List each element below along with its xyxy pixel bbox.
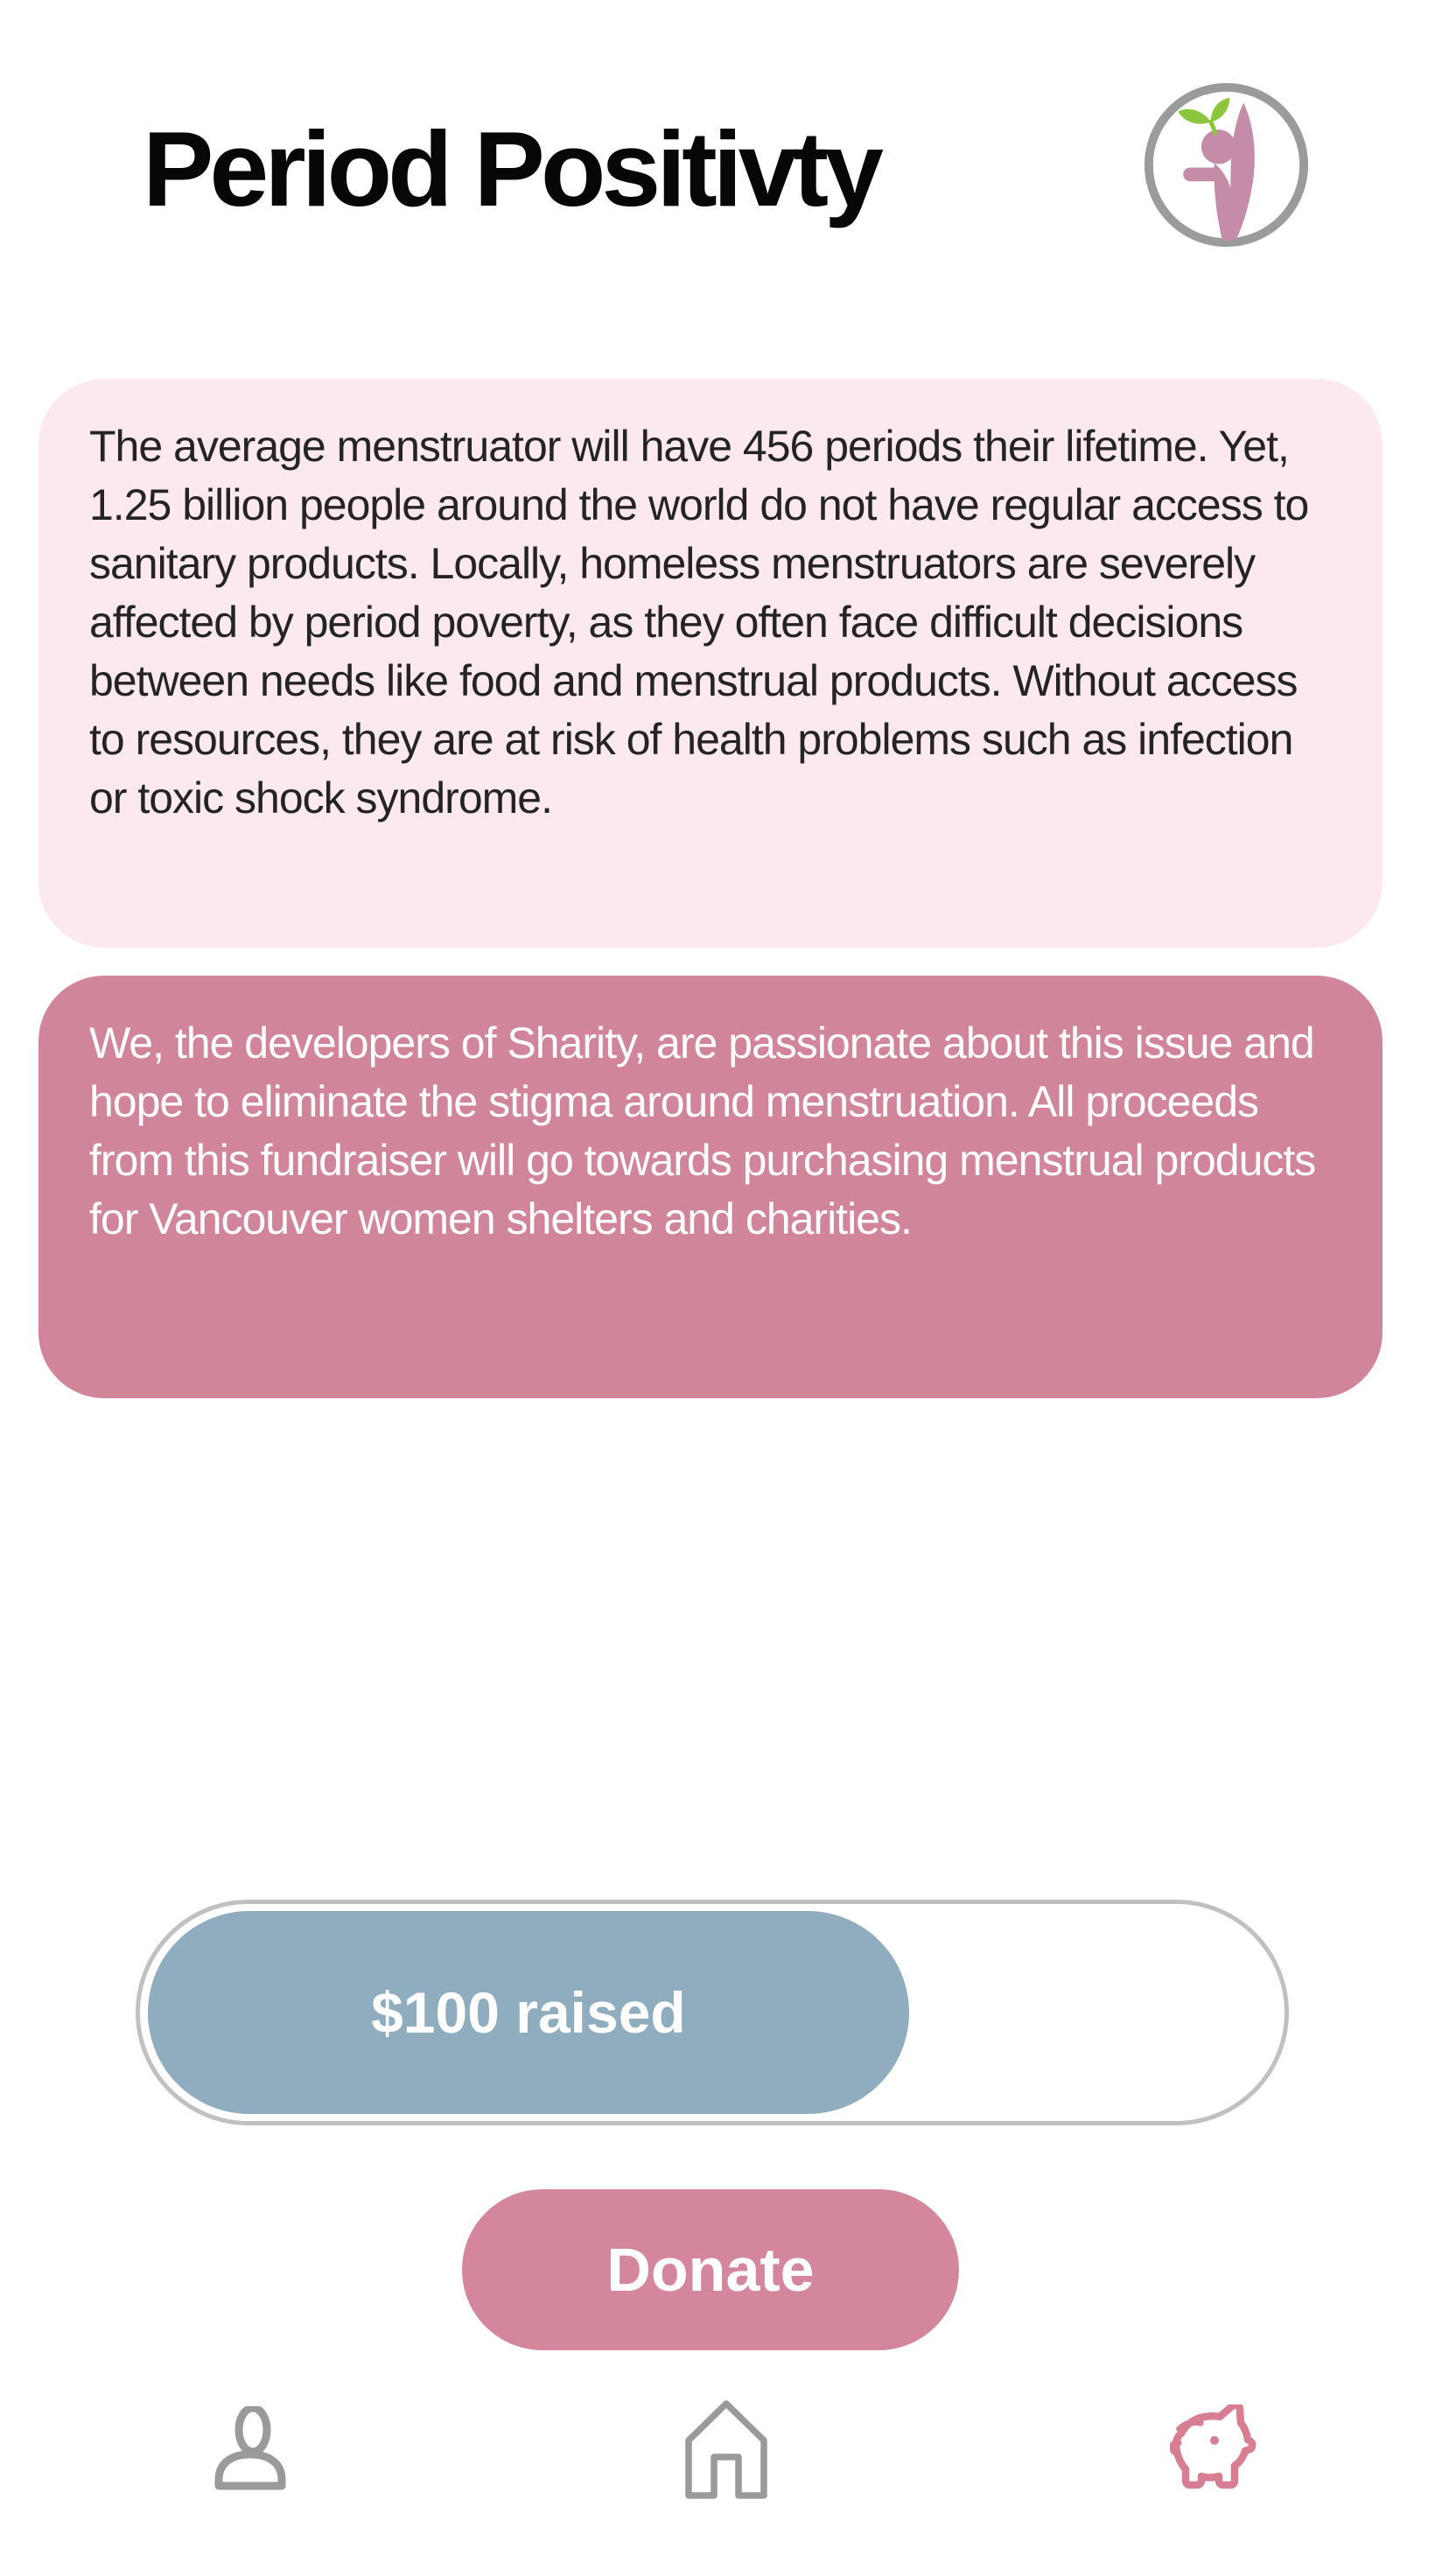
piggy-bank-icon — [1170, 2404, 1257, 2490]
nav-item-home[interactable] — [682, 2399, 771, 2499]
fundraiser-progress-bar — [136, 1900, 1289, 2125]
info-card — [38, 379, 1382, 948]
page-title: Period Positivty — [143, 109, 880, 228]
home-icon — [682, 2399, 771, 2499]
person-icon — [210, 2406, 290, 2490]
nav-item-donations[interactable] — [1170, 2404, 1257, 2490]
app-logo — [1140, 79, 1312, 251]
sharity-logo-icon — [1140, 79, 1312, 251]
info-card-text: The average menstruator will have 456 periods their lifetime. Yet, 1.25 billion people around the world do not have regular access to sanitary products. Locally, homeless menstruators are severely affected by period poverty, as they often face difficult decisions between needs like food and menstrual products. Without access to resources, they are at risk of health problems such as infection or toxic shock syndrome. — [89, 422, 1309, 822]
mission-card — [38, 976, 1382, 1398]
donate-button[interactable]: Donate — [462, 2189, 959, 2350]
progress-fill — [148, 1911, 909, 2114]
mission-card-text: We, the developers of Sharity, are passionate about this issue and hope to eliminate the stigma around menstruation. All proceeds from this fundraiser will go towards purchasing menstrual products for Vancouver women shelters and charities. — [89, 1018, 1316, 1243]
progress-label: $100 raised — [371, 1980, 686, 2045]
nav-item-profile[interactable] — [210, 2406, 290, 2490]
